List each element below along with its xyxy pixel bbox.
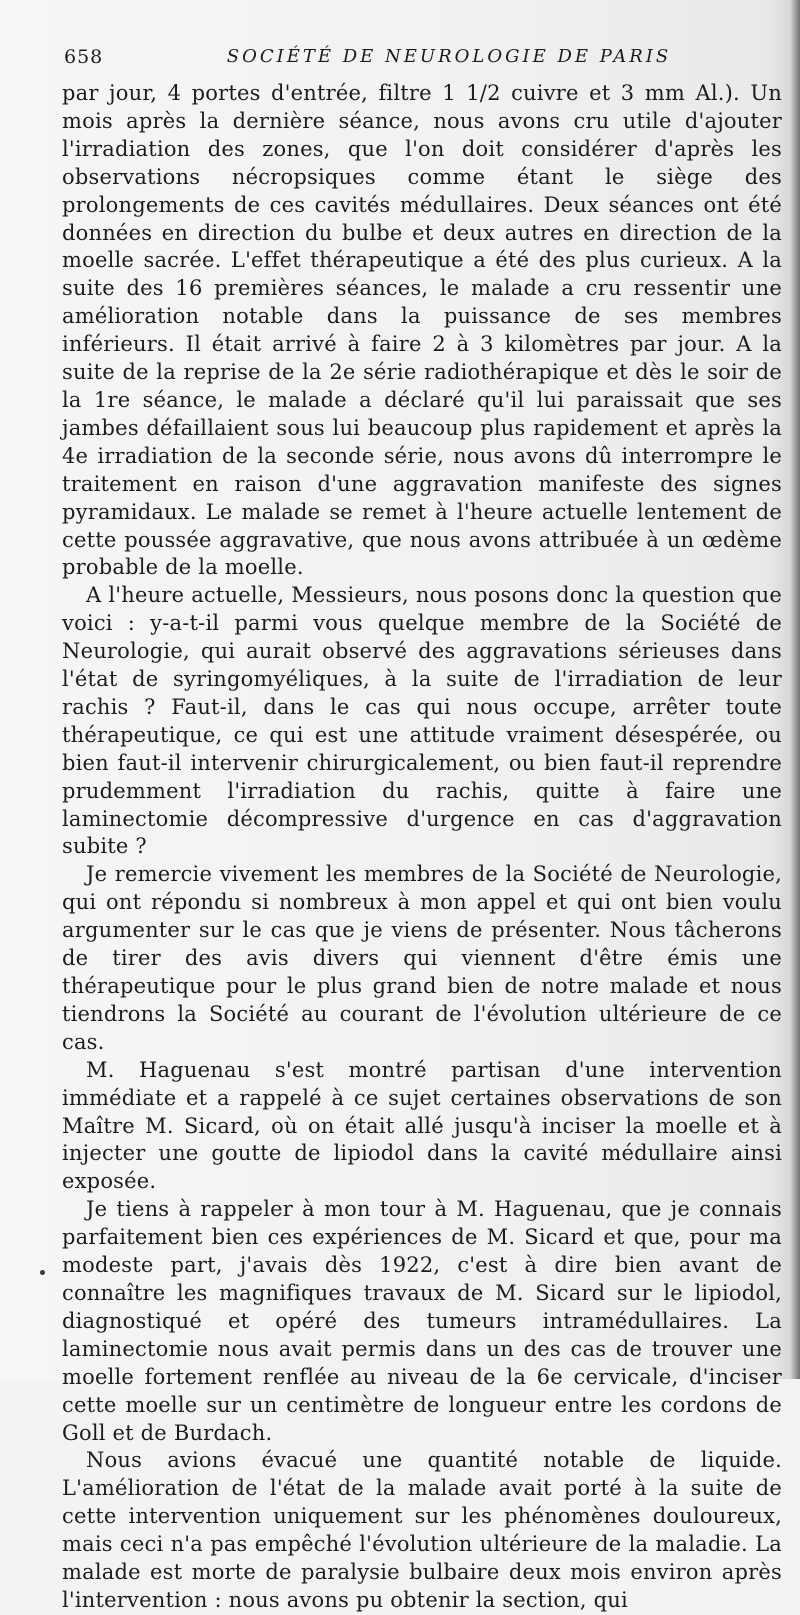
paragraph-haguenau: M. Haguenau s'est montré partisan d'une intervention immédiate et a rappelé à ce sujet certaines observations de son Maître M. Sicard, où on était allé jusqu'à inciser la moelle et à injecter une goutte de lipiodol dans la cavité médullaire ainsi exposée. xyxy=(62,1057,782,1194)
page-header xyxy=(64,46,760,76)
page-edge-shadow xyxy=(790,0,800,1379)
paragraph-continuation: par jour, 4 portes d'entrée, filtre 1 1/2 cuivre et 3 mm Al.). Un mois après la dernière séance, nous avons cru utile d'ajouter l'irradiation des zones, que l'on doit considérer d'après les observations nécropsiques comme étant le siège des prolongements de ces cavités médullaires. Deux séances ont été données en direction du bulbe et deux autres en direction de la moelle sacrée. L'effet thérapeutique a été des plus curieux. A la suite des 16 premières séances, le malade a cru ressentir une amélioration notable dans la puissance de ses membres inférieurs. Il était arrivé à faire 2 à 3 kilomètres par jour. A la suite de la reprise de la 2e série radiothérapique et dès le soir de la 1re séance, le malade a déclaré qu'il lui paraissait que ses jambes défaillaient sous lui beaucoup plus rapidement et après la 4e irradiation de la seconde série, nous avons dû interrompre le traitement en raison d'une aggravation manifeste des signes pyramidaux. Le malade se remet à l'heure actuelle lentement de cette poussée aggravative, que nous avons attribuée à un œdème probable de la moelle. xyxy=(62,81,782,580)
running-title: SOCIÉTÉ DE NEUROLOGIE DE PARIS xyxy=(226,46,672,67)
paragraph-reply: Je tiens à rappeler à mon tour à M. Haguenau, que je connais parfaitement bien ces expériences de M. Sicard et que, pour ma modeste part, j'avais dès 1922, c'est à dire bien avant de connaître les magnifiques travaux de M. Sicard sur le lipiodol, diagnostiqué et opéré des tumeurs intramédullaires. La laminectomie nous avait permis dans un des cas de trouver une moelle fortement renflée au niveau de la 6e cervicale, d'inciser cette moelle sur un centimètre de longueur entre les cordons de Goll et de Burdach. xyxy=(62,1197,782,1445)
scan-speck xyxy=(40,1270,45,1275)
paragraph-outcome: Nous avions évacué une quantité notable de liquide. L'amélioration de l'état de la malade avait porté à la suite de cette intervention uniquement sur les phénomènes douloureux, mais ceci n'a pas empêché l'évolution ultérieure de la maladie. La malade est morte de paralysie bulbaire deux mois environ après l'intervention : nous avons pu obtenir la section, qui xyxy=(62,1448,782,1612)
page-number: 658 xyxy=(64,46,104,68)
paragraph-thanks: Je remercie vivement les membres de la Société de Neurologie, qui ont répondu si nombreux à mon appel et qui ont bien voulu argumenter sur le cas que je viens de présenter. Nous tâcherons de tirer des avis divers qui viennent d'être émis une thérapeutique pour le plus grand bien de notre malade et nous tiendrons la Société au courant de l'évolution ultérieure de ce cas. xyxy=(62,862,782,1054)
paragraph-question: A l'heure actuelle, Messieurs, nous posons donc la question que voici : y-a-t-il parmi vous quelque membre de la Société de Neurologie, qui aurait observé des aggravations sérieuses dans l'état de syringomyéliques, à la suite de l'irradiation de leur rachis ? Faut-il, dans le cas qui nous occupe, arrêter toute thérapeutique, ce qui est une attitude vraiment désespérée, ou bien faut-il intervenir chirurgicalement, ou bien faut-il reprendre prudemment l'irradiation du rachis, quitte à faire une laminectomie décompressive d'urgence en cas d'aggravation subite ? xyxy=(62,583,782,859)
body-text xyxy=(62,80,782,1615)
